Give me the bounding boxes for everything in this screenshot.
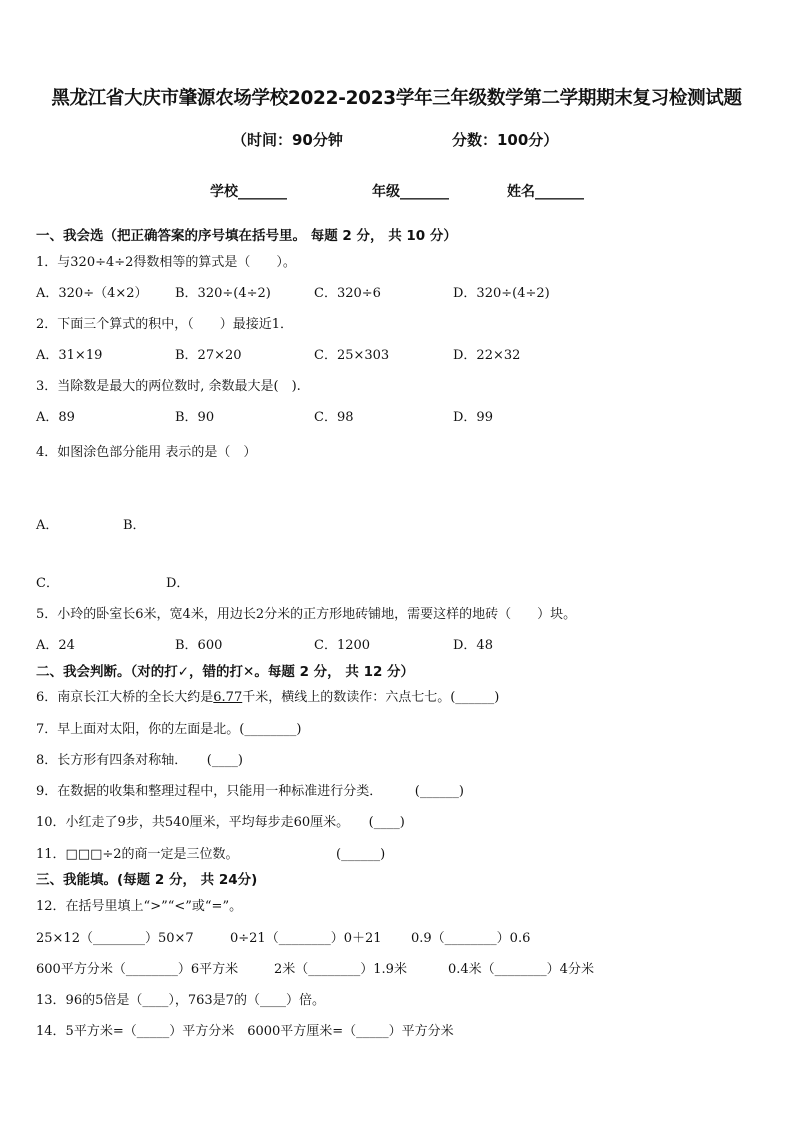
name-field: 姓名_______ — [507, 184, 584, 200]
q12-item-5: 2米（________）1.9米 — [274, 962, 407, 977]
question-11: 11．□□□÷2的商一定是三位数。 (______) — [36, 847, 386, 862]
q1-option-d: D．320÷(4÷2) — [453, 286, 550, 301]
q2-option-c: C．25×303 — [314, 348, 390, 363]
school-field: 学校_______ — [210, 184, 287, 200]
q4-option-a: A． — [36, 518, 59, 533]
q1-option-c: C．320÷6 — [314, 286, 381, 301]
q5-option-c: C．1200 — [314, 638, 371, 653]
q6-underlined-number: 6.77 — [213, 690, 243, 705]
question-9: 9．在数据的收集和整理过程中，只能用一种标准进行分类． (______) — [36, 784, 464, 799]
q12-item-4: 600平方分米（________）6平方米 — [36, 962, 239, 977]
q3-option-a: A．89 — [36, 410, 75, 425]
question-14: 14．5平方米=（_____）平方分米 6000平方厘米=（_____）平方分米 — [36, 1024, 454, 1039]
page-title: 黑龙江省大庆市肇源农场学校2022-2023学年三年级数学第二学期期末复习检测试题 — [51, 88, 742, 109]
q6-text-pre: 6．南京长江大桥的全长大约是 — [36, 690, 214, 705]
q1-option-a: A．320÷（4×2） — [36, 286, 148, 301]
q12-item-2: 0÷21（________）0＋21 — [230, 931, 382, 946]
section-1-heading: 一、我会选（把正确答案的序号填在括号里。 每题 2 分， 共 10 分） — [36, 228, 457, 244]
question-8: 8．长方形有四条对称轴． (____) — [36, 753, 243, 768]
question-12: 12．在括号里填上“>”“<”或“=”。 — [36, 899, 243, 914]
question-5: 5．小玲的卧室长6米，宽4米，用边长2分米的正方形地砖铺地，需要这样的地砖（ ）块。 — [36, 607, 577, 622]
section-3-heading: 三、我能填。(每题 2 分， 共 24分) — [36, 872, 258, 888]
q2-option-b: B．27×20 — [175, 348, 242, 363]
q12-item-3: 0.9（________）0.6 — [411, 931, 531, 946]
question-4: 4．如图涂色部分能用 表示的是（ ） — [36, 445, 257, 460]
grade-field: 年级_______ — [372, 184, 449, 200]
q2-option-a: A．31×19 — [36, 348, 103, 363]
question-7: 7．早上面对太阳，你的左面是北。(________) — [36, 722, 302, 737]
question-3: 3．当除数是最大的两位数时, 余数最大是( ). — [36, 379, 301, 394]
q12-item-1: 25×12（________）50×7 — [36, 931, 194, 946]
q4-option-d: D． — [166, 576, 190, 591]
q4-option-b: B． — [123, 518, 146, 533]
question-6 — [36, 686, 499, 705]
q1-option-b: B．320÷(4÷2) — [175, 286, 271, 301]
question-13: 13．96的5倍是（____），763是7的（____）倍。 — [36, 993, 325, 1008]
q12-item-6: 0.4米（________）4分米 — [448, 962, 594, 977]
time-info: （时间：90分钟 — [232, 131, 343, 149]
q6-text-post: 千米，横线上的数读作：六点七七。(______) — [242, 690, 500, 705]
q3-option-b: B．90 — [175, 410, 215, 425]
section-2-heading: 二、我会判断。（对的打✓，错的打✕。每题 2 分， 共 12 分） — [36, 664, 415, 680]
q2-option-d: D．22×32 — [453, 348, 521, 363]
q5-option-d: D．48 — [453, 638, 493, 653]
question-1: 1．与320÷4÷2得数相等的算式是（ ）。 — [36, 255, 296, 270]
question-10: 10．小红走了9步，共540厘米，平均每步走60厘米。 (____) — [36, 815, 405, 830]
q5-option-a: A．24 — [36, 638, 75, 653]
q3-option-d: D．99 — [453, 410, 493, 425]
question-2: 2．下面三个算式的积中，（ ）最接近1． — [36, 317, 294, 332]
q5-option-b: B．600 — [175, 638, 223, 653]
q3-option-c: C．98 — [314, 410, 354, 425]
score-info: 分数：100分） — [452, 131, 559, 149]
q4-option-c: C． — [36, 576, 59, 591]
